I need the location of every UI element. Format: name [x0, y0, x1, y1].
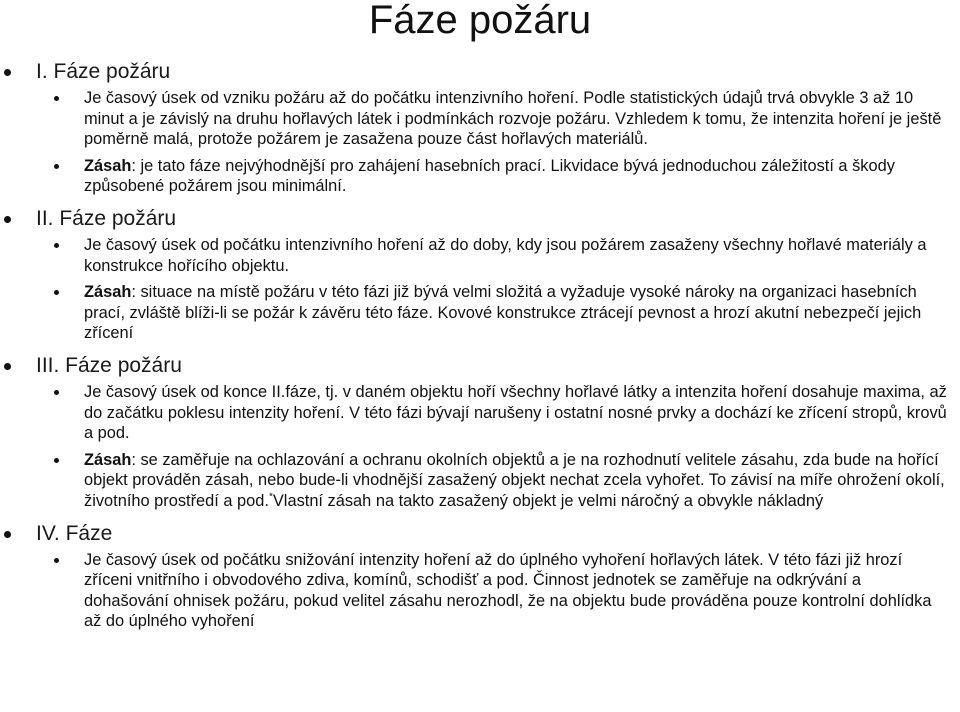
bullet-icon: [54, 164, 59, 169]
item-text: Je časový úsek od počátku snižování intenzity hoření až do úplného vyhoření hořlavých látek. V této fázi již hrozí zříceni vnitřního i obvodového zdiva, komínů, schodišť a pod. Činnost jednotek se zaměřuje na odkrývání a dohašování ohnisek požáru, pokud velitel zásahu nerozhodl, že na objektu bude prováděna pouze kontrolní dohlídka až do úplného vyhoření: [84, 550, 932, 631]
section-heading: I. Fáze požáru: [36, 60, 171, 83]
item-label: Zásah: [84, 156, 132, 175]
item-text: Je časový úsek od počátku intenzivního hoření až do doby, kdy jsou požárem zasaženy všechny hořlavé materiály a konstrukce hořícího objektu.: [84, 235, 927, 275]
item-text: : je tato fáze nejvýhodnější pro zahájení hasebních prací. Likvidace bývá jednoduchou záležitostí a škody způsobené požárem jsou minimální.: [84, 156, 895, 196]
page-title: Fáze požáru: [368, 0, 592, 42]
bullet-icon: [54, 96, 59, 101]
sub-list: [36, 550, 960, 632]
bullet-icon: [4, 363, 11, 370]
bullet-icon: [4, 531, 11, 538]
section-phase-2: [0, 205, 960, 344]
sub-list: [36, 88, 960, 197]
list-item: [36, 382, 960, 444]
item-text: Je časový úsek od konce II.fáze, tj. v daném objektu hoří všechny hořlavé látky a intenzita hoření dosahuje maxima, až do začátku poklesu intenzity hoření. V této fázi bývají narušeny i ostatní nosné prvky a dochází ke zřícení stropů, krovů a pod.: [84, 382, 947, 443]
list-item: [36, 450, 960, 512]
section-phase-1: [0, 58, 960, 197]
list-item: [36, 550, 960, 632]
item-label: Zásah: [84, 450, 132, 469]
section-list: [0, 58, 960, 640]
bullet-icon: [54, 558, 59, 563]
item-text: Je časový úsek od vzniku požáru až do počátku intenzivního hoření. Podle statistických údajů trvá obvykle 3 až 10 minut a je závislý na druhu hořlavých látek i podmínkách rozvoje požáru. Vzhledem k tomu, že intenzita hoření je ještě poměrně malá, protože požárem je zasažena pouze část hořlavých materiálů.: [84, 89, 942, 149]
section-heading: II. Fáze požáru: [36, 206, 177, 230]
sub-list: [36, 382, 960, 512]
section-phase-4: [0, 520, 960, 632]
list-item: [36, 235, 960, 276]
list-item: [36, 88, 960, 150]
sub-list: [36, 235, 960, 344]
section-heading: IV. Fáze: [36, 521, 113, 545]
item-label: Zásah: [84, 283, 132, 302]
item-text: : situace na místě požáru v této fázi již bývá velmi složitá a vyžaduje vysoké nároky na organizaci hasebních prací, zvláště blíži-li se požár k závěru této fáze. Kovové konstrukce ztrácejí pevnost a hrozí akutní nebezpečí jejich zřícení: [84, 283, 922, 343]
bullet-icon: [54, 390, 59, 395]
list-item: [36, 282, 960, 344]
bullet-icon: [4, 216, 11, 223]
footnote-mark: *: [268, 491, 273, 503]
bullet-icon: [54, 290, 59, 295]
bullet-icon: [54, 243, 59, 248]
section-phase-3: [0, 352, 960, 512]
bullet-icon: [54, 458, 59, 463]
section-heading: III. Fáze požáru: [36, 353, 182, 377]
item-text: : se zaměřuje na ochlazování a ochranu okolních objektů a je na rozhodnutí velitele zásahu, zda bude na hořící objekt prováděn zásah, nebo bude-li vhodnější zasažený objekt nechat zcela vyhořet. To závisí na míře ohrožení okolí, životního prostředí a pod.: [84, 450, 945, 510]
list-item: [36, 156, 960, 197]
bullet-icon: [4, 69, 11, 76]
item-text-continued: Vlastní zásah na takto zasažený objekt je velmi náročný a obvykle nákladný: [272, 491, 824, 510]
